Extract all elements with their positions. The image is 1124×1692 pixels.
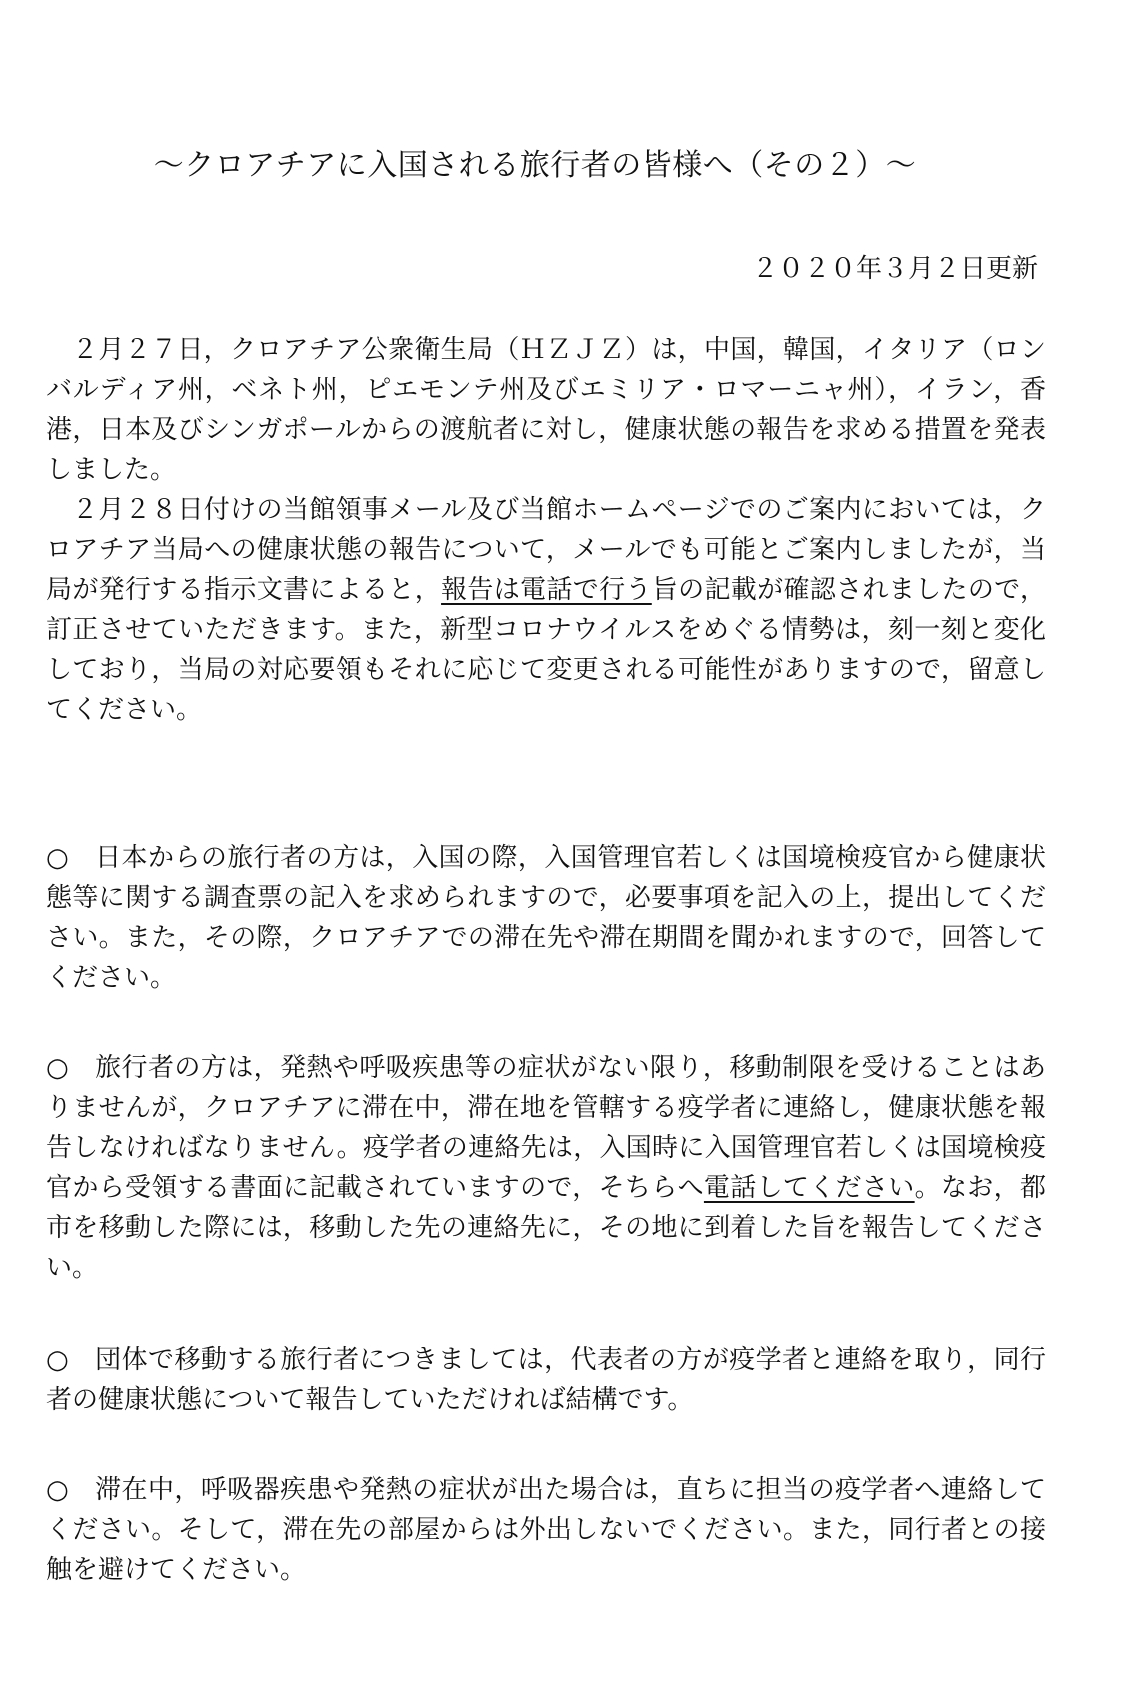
- intro-paragraph-2: [46, 490, 1046, 730]
- underlined-please-call: 電話してください: [703, 1173, 915, 1203]
- bullet-text-4: 滞在中，呼吸器疾患や発熱の症状が出た場合は，直ちに担当の疫学者へ連絡してください。そして，滞在先の部屋からは外出しないでください。また，同行者との接触を避けてください。: [46, 1475, 1046, 1585]
- bullet-item-1: [46, 838, 1046, 998]
- intro-paragraph-1: ２月２７日，クロアチア公衆衛生局（ＨＺＪＺ）は，中国，韓国，イタリア（ロンバルディア州，ベネト州，ピエモンテ州及びエミリア・ロマーニャ州），イラン，香港，日本及びシンガポールからの渡航者に対し，健康状態の報告を求める措置を発表しました。: [46, 335, 1046, 485]
- bullet-item-2: [46, 1048, 1046, 1288]
- update-date: ２０２０年３月２日更新: [751, 254, 1038, 284]
- bullet-text-2b: 。なお，都市を移動した際には，移動した先の連絡先に，その地に到着した旨を報告してください。: [46, 1173, 1046, 1283]
- intro-paragraph-2-text-a: ２月２８日付けの当館領事メール及び当館ホームページでのご案内においては，クロアチア当局への健康状態の報告について，メールでも可能とご案内しましたが，当局が発行する指示文書によると，: [46, 495, 1046, 605]
- bullet-circle-icon: ○: [46, 1345, 70, 1375]
- bullet-text-2a: 旅行者の方は，発熱や呼吸疾患等の症状がない限り，移動制限を受けることはありませんが，クロアチアに滞在中，滞在地を管轄する疫学者に連絡し，健康状態を報告しなければなりません。疫学者の連絡先は，入国時に入国管理官若しくは国境検疫官から受領する書面に記載されていますので，そちらへ: [46, 1053, 1046, 1203]
- underlined-phone-report: 報告は電話で行う: [441, 575, 652, 605]
- document-title: ～クロアチアに入国される旅行者の皆様へ（その２）～: [153, 148, 917, 183]
- bullet-circle-icon: ○: [46, 1475, 70, 1505]
- bullet-text-1: 日本からの旅行者の方は，入国の際，入国管理官若しくは国境検疫官から健康状態等に関する調査票の記入を求められますので，必要事項を記入の上，提出してください。また，その際，クロアチアでの滞在先や滞在期間を聞かれますので，回答してください。: [46, 843, 1046, 993]
- bullet-item-3: [46, 1340, 1046, 1420]
- bullet-circle-icon: ○: [46, 843, 70, 873]
- intro-paragraph-2-text-b: 旨の記載が確認されましたので，訂正させていただきます。また，新型コロナウイルスをめぐる情勢は，刻一刻と変化しており，当局の対応要領もそれに応じて変更される可能性がありますので，留意してください。: [46, 575, 1046, 725]
- bullet-circle-icon: ○: [46, 1053, 70, 1083]
- bullet-item-4: [46, 1470, 1046, 1590]
- intro-section: [46, 330, 1046, 730]
- bullet-text-3: 団体で移動する旅行者につきましては，代表者の方が疫学者と連絡を取り，同行者の健康状態について報告していただければ結構です。: [46, 1345, 1047, 1415]
